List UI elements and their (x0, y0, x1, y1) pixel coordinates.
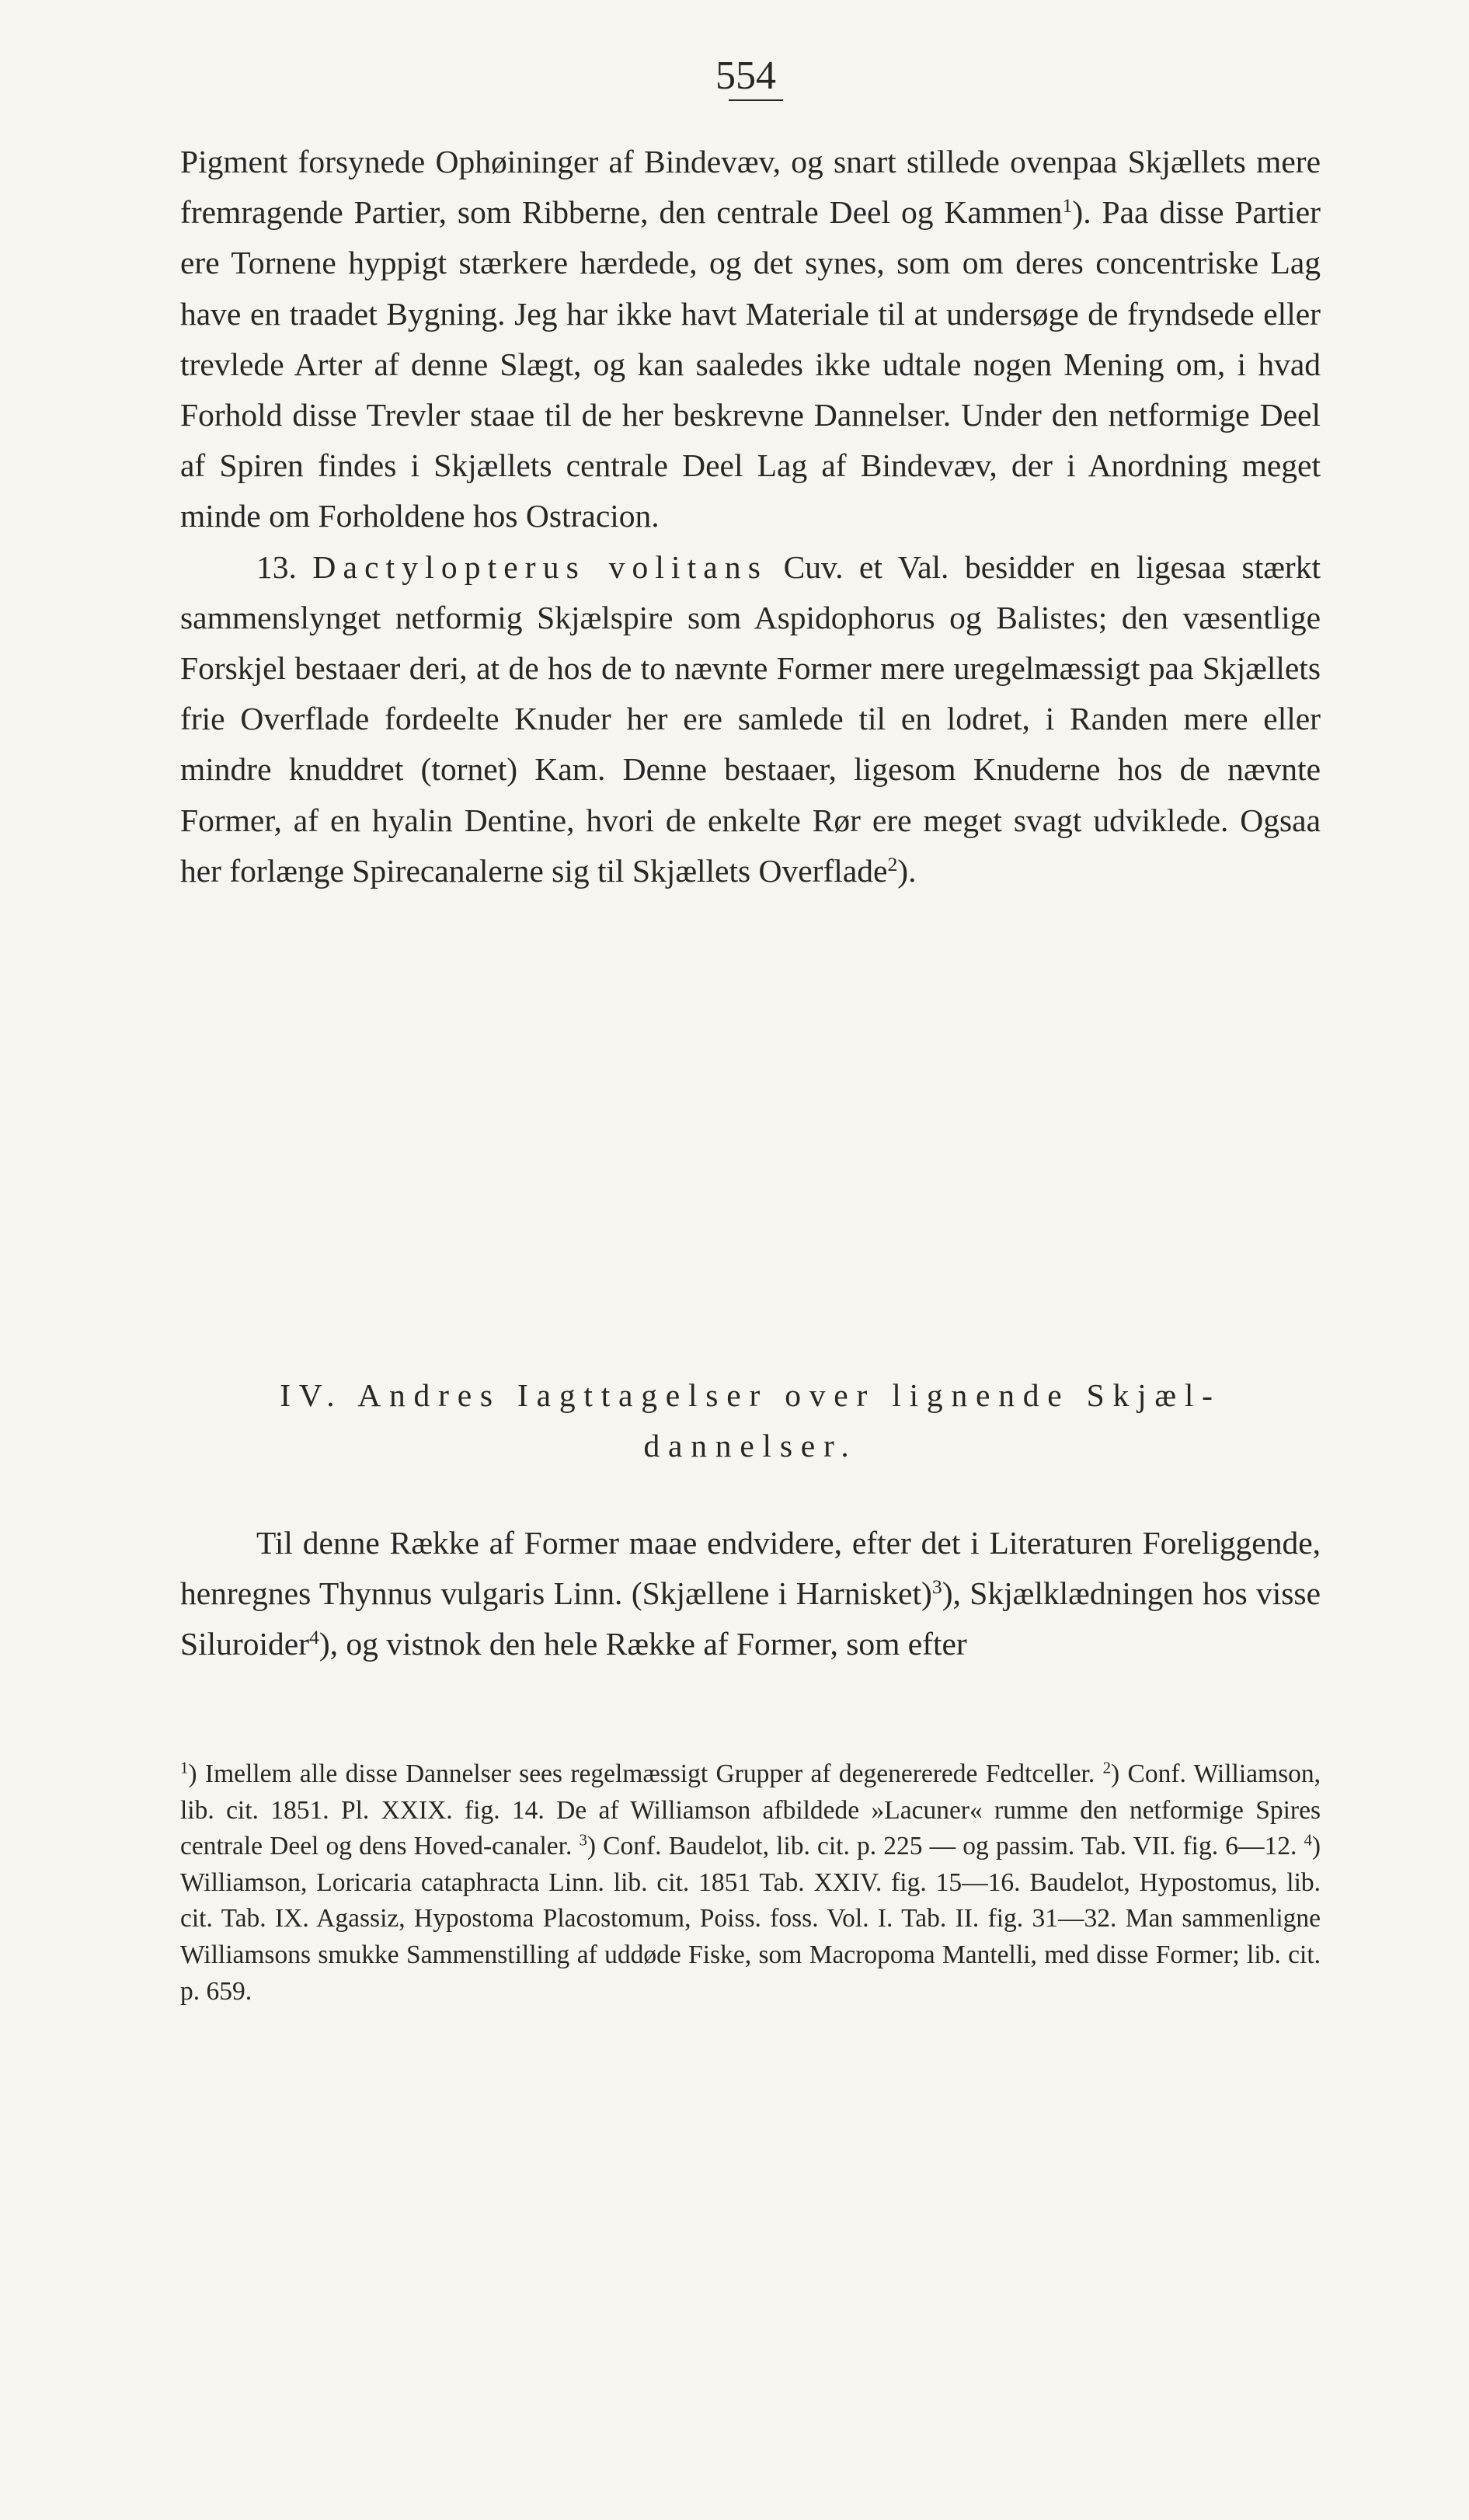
footnote-ref-2: 2 (887, 852, 898, 875)
continued-paragraph (180, 137, 1321, 542)
continued-paragraph-text-2: ). Paa disse Partier ere Tornene hyppigt stærkere hærdede, og det synes, som om deres concentriske Lag have en traadet Bygning. Jeg har ikke havt Materiale til at undersøge de fryndsede eller trevlede Arter af denne Slægt, og kan saaledes ikke udtale nogen Mening om, i hvad Forhold disse Trevler staae til de her beskrevne Dannelser. Under den netformige Deel af Spiren findes i Skjællets centrale Deel Lag af Bindevæv, der i Anordning meget minde om Forholdene hos Ostracion. (180, 194, 1321, 534)
footnote-mark-1: 1 (180, 1759, 189, 1777)
paragraph-13-text-1: Cuv. et Val. besidder en ligesaa stærkt sammenslynget netformig Skjælspire som Aspidophorus og Balistes; den væsentlige Forskjel bestaaer deri, at de hos de to nævnte Former mere uregelmæssigt paa Skjællets frie Overflade fordeelte Knuder her ere samlede til en lodret, i Randen mere eller mindre knuddret (tornet) Kam. Denne bestaaer, ligesom Knuderne hos de nævnte Former, af en hyalin Dentine, hvori de enkelte Rør ere meget svagt udviklede. Ogsaa her forlænge Spirecanalerne sig til Skjællets Overflade (180, 548, 1321, 889)
footnote-mark-2: 2 (1102, 1759, 1111, 1777)
footnote-3: ) Conf. Baudelot, lib. cit. p. 225 — og passim. Tab. VII. fig. 6—12. (587, 1832, 1297, 1861)
species-name: Dactylopterus volitans (312, 548, 768, 585)
page-number: 554 (715, 54, 776, 98)
main-text (180, 137, 1321, 896)
page-number-underline (729, 99, 783, 101)
paragraph-13 (180, 542, 1321, 896)
paragraph-next (180, 1518, 1321, 1670)
footnote-mark-4: 4 (1304, 1831, 1312, 1850)
footnotes-block (180, 1756, 1321, 2010)
continued-paragraph-text-1: Pigment forsynede Ophøininger af Bindevæv, og snart stillede ovenpaa Skjællets mere fremragende Partier, som Ribberne, den centrale Deel og Kammen (180, 144, 1321, 231)
section-heading-line-2: dannelser. (643, 1428, 858, 1464)
paragraph-next-text-3: ), og vistnok den hele Række af Former, som efter (319, 1626, 967, 1662)
paragraph-13-number: 13. (256, 548, 297, 585)
footnote-ref-1: 1 (1062, 194, 1073, 218)
footnote-mark-3: 3 (579, 1831, 587, 1850)
footnote-2: ) Conf. Williamson, lib. cit. 1851. Pl. XXIX. fig. 14. De af Williamson afbildede »Lacuner« rumme den netformige Spires centrale Deel og dens Hoved-canaler. (180, 1759, 1321, 1861)
footnote-ref-3: 3 (931, 1575, 942, 1599)
section-heading-line-1: IV. Andres Iagttagelser over lignende Skjæl- (280, 1377, 1221, 1413)
footnote-1: ) Imellem alle disse Dannelser sees regelmæssigt Grupper af degenererede Fedtceller. (188, 1759, 1095, 1788)
footnotes (180, 1756, 1321, 2010)
paragraph-next-text-2: ), Skjælklædningen hos visse Siluroider (180, 1575, 1321, 1662)
footnote-4: ) Williamson, Loricaria cataphracta Linn. lib. cit. 1851 Tab. XXIV. fig. 15—16. Baudelot, Hypostomus, lib. cit. Tab. IX. Agassiz, Hypostoma Placostomum, Poiss. foss. Vol. I. Tab. II. fig. 31—32. Man sammenligne Williamsons smukke Sammenstilling af uddøde Fiske, som Macropoma Mantelli, med disse Former; lib. cit. p. 659. (180, 1832, 1321, 2006)
section-text (180, 1518, 1321, 1670)
paragraph-next-text-1: Til denne Række af Former maae endvidere, efter det i Literaturen Foreliggende, henregnes Thynnus vulgaris Linn. (Skjællene i Harnisket) (180, 1525, 1321, 1612)
section-heading (180, 1370, 1321, 1471)
paragraph-13-text-2: ). (897, 852, 917, 889)
footnote-ref-4: 4 (308, 1626, 319, 1649)
